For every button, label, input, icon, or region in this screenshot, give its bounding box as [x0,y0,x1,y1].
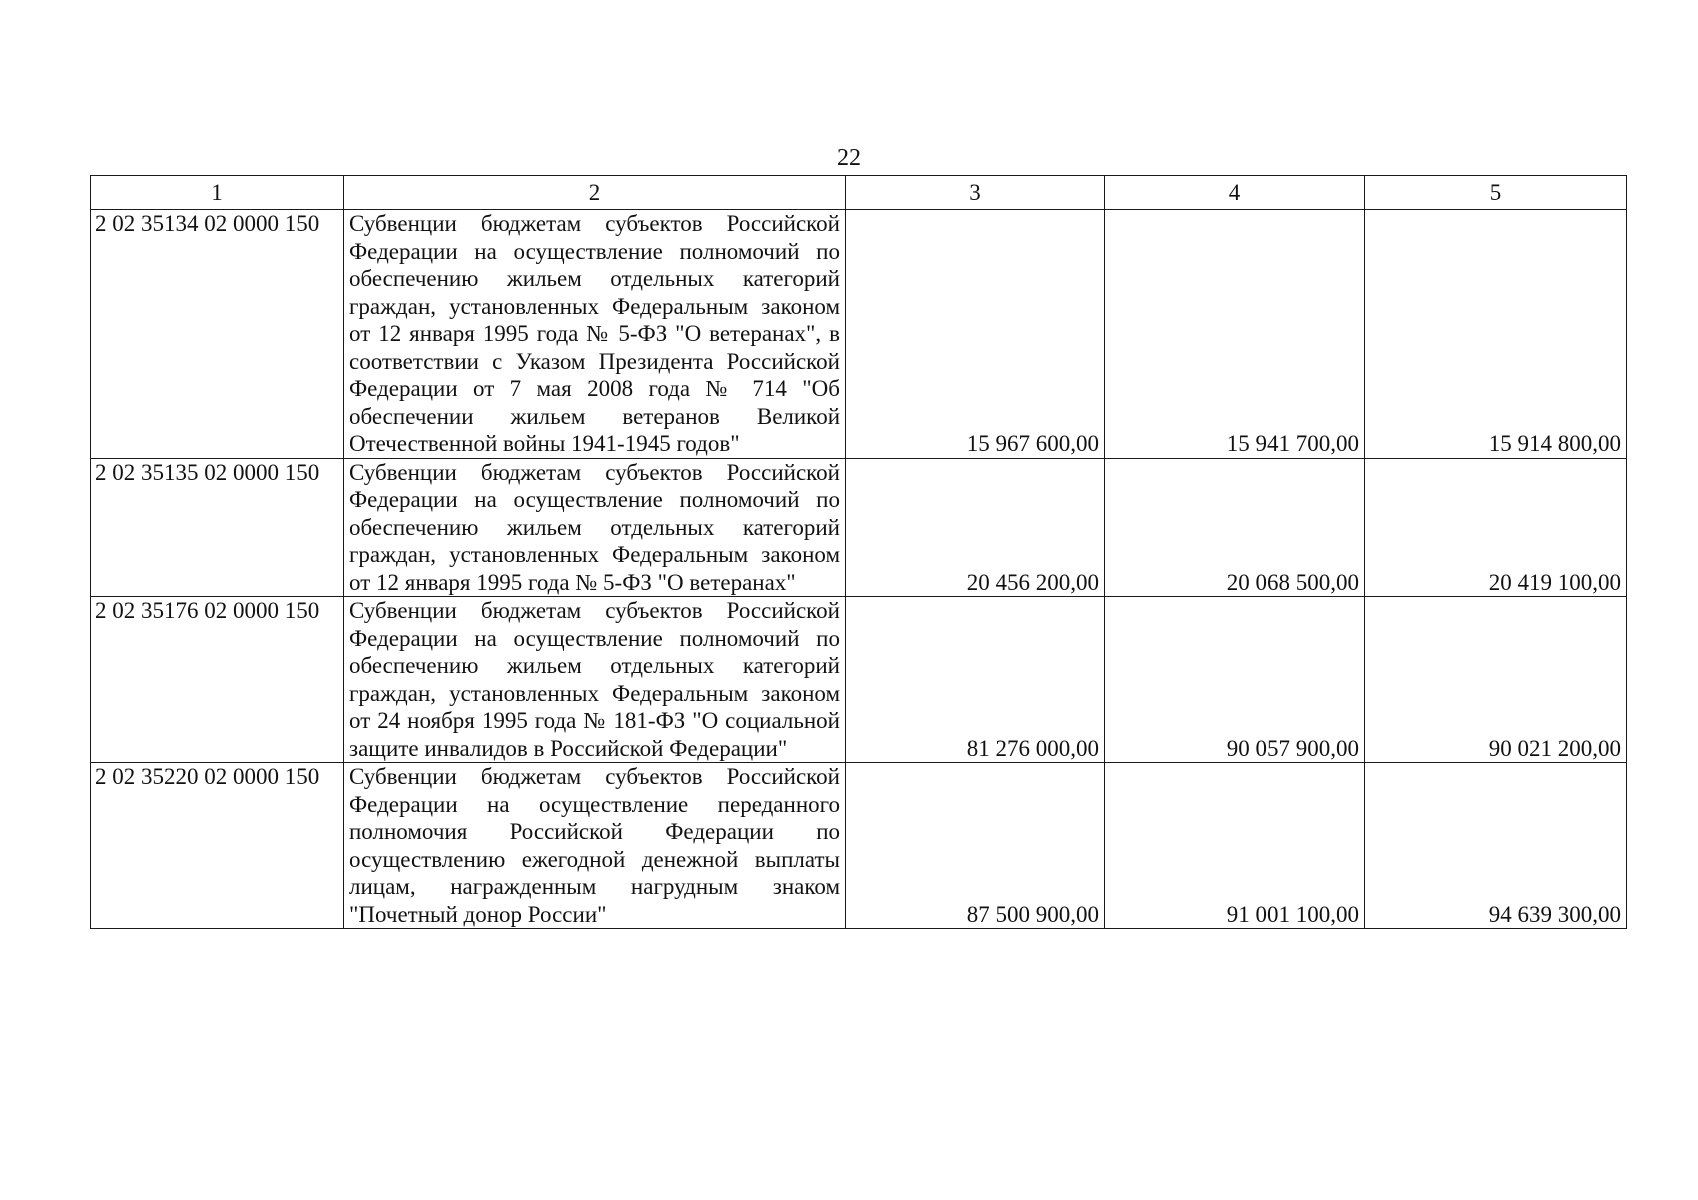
row-description: Субвенции бюджетам субъектов Российской Федерации на осуществление переданного полномочия Российской Федерации по осуществлению ежегодной денежной выплаты лицам, награжденным нагрудным знаком "Почетный донор России" [344,763,846,929]
column-header-5: 5 [1365,176,1627,210]
budget-code: 2 02 35176 02 0000 150 [91,597,344,763]
row-description: Субвенции бюджетам субъектов Российской Федерации на осуществление полномочий по обеспечению жильем отдельных категорий граждан, установленных Федеральным законом от 12 января 1995 года № 5-ФЗ "О ветеранах", в соответствии с Указом Президента Российской Федерации от 7 мая 2008 года № 714 "Об обеспечении жильем ветеранов Великой Отечественной войны 1941-1945 годов" [344,210,846,459]
amount-col4: 90 057 900,00 [1105,597,1365,763]
row-description: Субвенции бюджетам субъектов Российской Федерации на осуществление полномочий по обеспечению жильем отдельных категорий граждан, установленных Федеральным законом от 24 ноября 1995 года № 181-ФЗ "О социальной защите инвалидов в Российской Федерации" [344,597,846,763]
budget-code: 2 02 35134 02 0000 150 [91,210,344,459]
table-row [91,210,1627,459]
amount-col5: 90 021 200,00 [1365,597,1627,763]
budget-table [90,175,1627,929]
column-header-3: 3 [846,176,1105,210]
amount-col5: 15 914 800,00 [1365,210,1627,459]
amount-col3: 81 276 000,00 [846,597,1105,763]
page-number: 22 [837,145,861,171]
amount-col4: 15 941 700,00 [1105,210,1365,459]
amount-col4: 20 068 500,00 [1105,458,1365,597]
amount-col5: 94 639 300,00 [1365,763,1627,929]
amount-col4: 91 001 100,00 [1105,763,1365,929]
amount-col5: 20 419 100,00 [1365,458,1627,597]
amount-col3: 20 456 200,00 [846,458,1105,597]
amount-col3: 15 967 600,00 [846,210,1105,459]
table-row [91,763,1627,929]
column-header-2: 2 [344,176,846,210]
amount-col3: 87 500 900,00 [846,763,1105,929]
budget-code: 2 02 35135 02 0000 150 [91,458,344,597]
table-row [91,458,1627,597]
table-header-row [91,176,1627,210]
table-row [91,597,1627,763]
row-description: Субвенции бюджетам субъектов Российской Федерации на осуществление полномочий по обеспечению жильем отдельных категорий граждан, установленных Федеральным законом от 12 января 1995 года № 5-ФЗ "О ветеранах" [344,458,846,597]
column-header-4: 4 [1105,176,1365,210]
budget-code: 2 02 35220 02 0000 150 [91,763,344,929]
column-header-1: 1 [91,176,344,210]
